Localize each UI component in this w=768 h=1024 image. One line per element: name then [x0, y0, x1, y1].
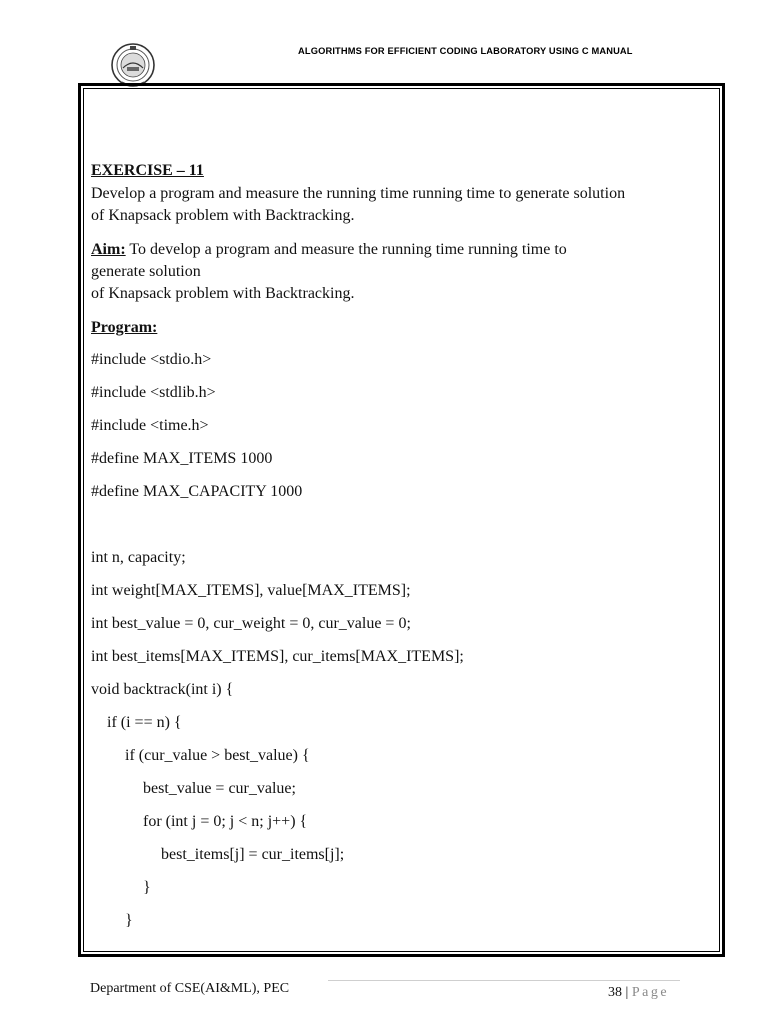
- code-line: for (int j = 0; j < n; j++) {: [143, 813, 308, 830]
- footer-page-info: [608, 985, 669, 1001]
- code-line: int weight[MAX_ITEMS], value[MAX_ITEMS];: [91, 582, 411, 599]
- footer-department: Department of CSE(AI&ML), PEC: [90, 981, 290, 996]
- footer-divider: [328, 980, 680, 981]
- code-line: #include <time.h>: [91, 417, 209, 434]
- code-line: if (cur_value > best_value) {: [125, 747, 310, 764]
- aim-label: Aim:: [91, 241, 126, 258]
- code-line: if (i == n) {: [107, 714, 182, 731]
- description-line: Develop a program and measure the running time running time to generate solution: [91, 185, 626, 202]
- code-line: #define MAX_ITEMS 1000: [91, 450, 273, 467]
- program-label: Program:: [91, 319, 158, 336]
- code-line: }: [143, 879, 151, 896]
- aim-line: of Knapsack problem with Backtracking.: [91, 285, 355, 302]
- code-line: int n, capacity;: [91, 549, 186, 566]
- aim-line: [91, 240, 567, 260]
- code-line: int best_value = 0, cur_weight = 0, cur_value = 0;: [91, 615, 411, 632]
- code-line: #include <stdlib.h>: [91, 384, 216, 401]
- college-logo: [110, 42, 156, 88]
- code-line: best_items[j] = cur_items[j];: [161, 846, 345, 863]
- code-line: #include <stdio.h>: [91, 351, 212, 368]
- code-line: void backtrack(int i) {: [91, 681, 234, 698]
- page-number: 38: [608, 985, 622, 1000]
- code-line: best_value = cur_value;: [143, 780, 296, 797]
- page-word: Page: [631, 985, 670, 1000]
- aim-line: generate solution: [91, 263, 201, 280]
- page-separator: |: [622, 985, 632, 1000]
- description-line: of Knapsack problem with Backtracking.: [91, 207, 355, 224]
- manual-title: ALGORITHMS FOR EFFICIENT CODING LABORATORY USING C MANUAL: [298, 46, 633, 56]
- code-line: int best_items[MAX_ITEMS], cur_items[MAX_ITEMS];: [91, 648, 464, 665]
- exercise-heading: EXERCISE – 11: [91, 162, 204, 179]
- code-line: }: [125, 912, 133, 929]
- code-line: #define MAX_CAPACITY 1000: [91, 483, 303, 500]
- aim-text: To develop a program and measure the running time running time to: [125, 241, 567, 258]
